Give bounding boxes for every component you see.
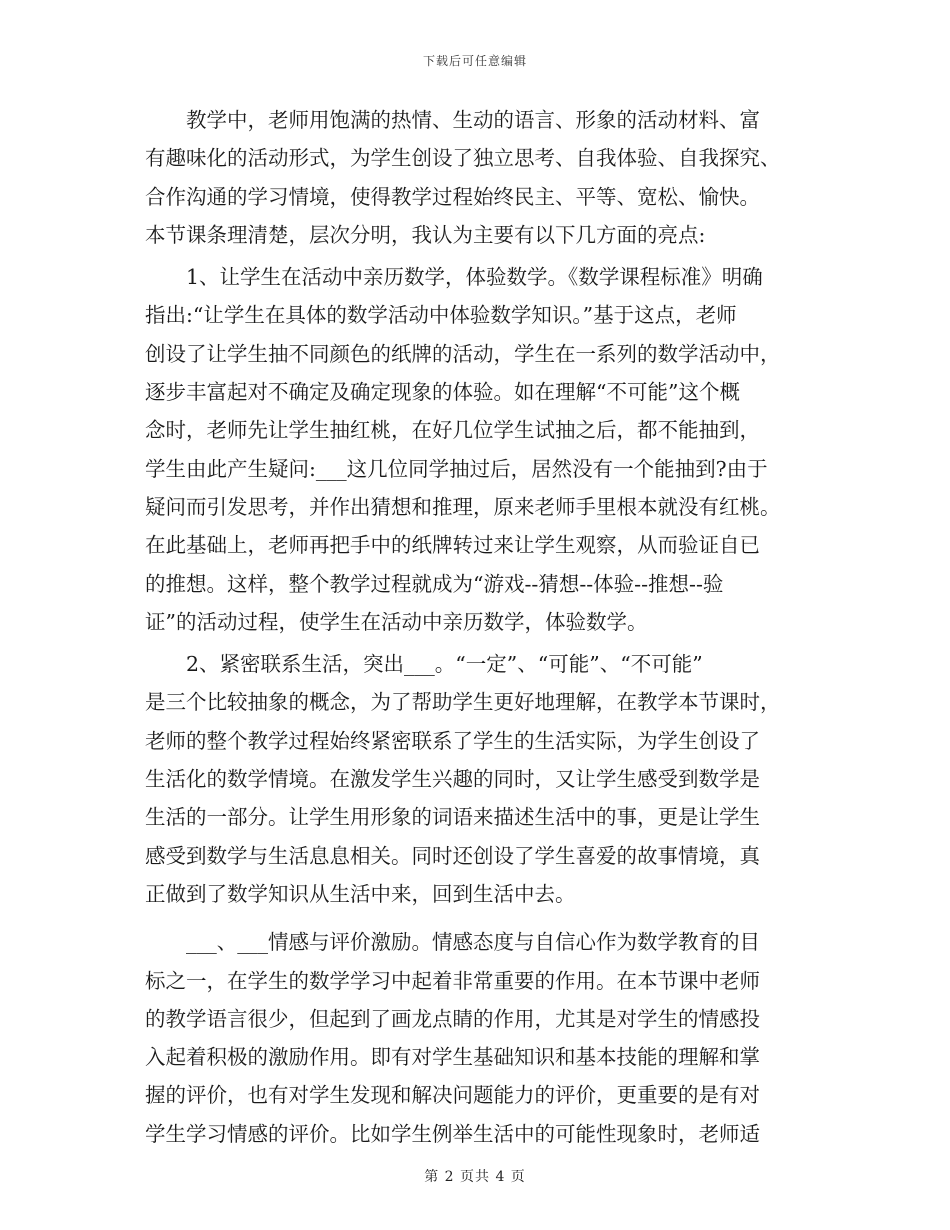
text-line: 1、让学生在活动中亲历数学，体验数学。《数学课程标准》明确: [145, 265, 763, 290]
text-line: 指出:“让学生在具体的数学活动中体验数学知识。”基于这点，老师: [145, 303, 737, 328]
text-line: 的教学语言很少，但起到了画龙点睛的作用，尤其是对学生的情感投: [145, 1006, 760, 1031]
text-line: 念时，老师先让学生抽红桃，在好几位学生试抽之后，都不能抽到，: [145, 418, 760, 443]
text-line: 有趣味化的活动形式，为学生创设了独立思考、自我体验、自我探究、: [145, 146, 781, 171]
text-line: 疑问而引发思考，并作出猜想和推理，原来老师手里根本就没有红桃。: [145, 494, 781, 519]
text-line: 生活化的数学情境。在激发学生兴趣的同时，又让学生感受到数学是: [145, 767, 760, 792]
text-line: 在此基础上，老师再把手中的纸牌转过来让学生观察，从而验证自已: [145, 533, 760, 558]
text-line: 的推想。这样，整个教学过程就成为“游戏--猜想--体验--推想--验: [145, 571, 724, 596]
text-line: 创设了让学生抽不同颜色的纸牌的活动，学生在一系列的数学活动中，: [145, 341, 781, 366]
page-number-footer: 第 2 页共 4 页: [424, 1169, 526, 1185]
paragraph-intro: [145, 101, 805, 254]
text-line: 握的评价，也有对学生发现和解决问题能力的评价，更重要的是有对: [145, 1083, 760, 1108]
text-line: 逐步丰富起对不确定及确定现象的体验。如在理解“不可能”这个概: [145, 380, 740, 405]
document-body: [145, 101, 805, 1153]
paragraph-point-1: [145, 258, 805, 641]
text-line: 本节课条理清楚，层次分明，我认为主要有以下几方面的亮点:: [145, 222, 706, 247]
text-line: 老师的整个教学过程始终紧密联系了学生的生活实际，为学生创设了: [145, 728, 760, 753]
text-line: 感受到数学与生活息息相关。同时还创设了学生喜爱的故事情境，真: [145, 843, 760, 868]
paragraph-point-2: [145, 645, 805, 913]
text-line: 是三个比较抽象的概念，为了帮助学生更好地理解，在教学本节课时，: [145, 690, 781, 715]
text-line: 正做到了数学知识从生活中来，回到生活中去。: [145, 881, 576, 906]
page-header: 下载后可任意编辑: [422, 54, 527, 68]
text-line: 学生由此产生疑问:___这几位同学抽过后，居然没有一个能抽到?由于: [145, 456, 768, 481]
text-line: 2、紧密联系生活，突出___。“一定”、“可能”、“不可能”: [145, 652, 703, 677]
text-line: 入起着积极的激励作用。即有对学生基础知识和基本技能的理解和掌: [145, 1045, 760, 1070]
text-line: 教学中，老师用饱满的热情、生动的语言、形象的活动材料、富: [145, 108, 760, 132]
text-line: 学生学习情感的评价。比如学生例举生活中的可能性现象时，老师适: [145, 1121, 760, 1146]
text-line: 生活的一部分。让学生用形象的词语来描述生活中的事，更是让学生: [145, 805, 760, 830]
text-line: 合作沟通的学习情境，使得教学过程始终民主、平等、宽松、愉快。: [145, 184, 760, 209]
text-line: 证”的活动过程，使学生在活动中亲历数学，体验数学。: [145, 609, 648, 634]
text-line: ___、___情感与评价激励。情感态度与自信心作为数学教育的目: [145, 930, 760, 955]
paragraph-point-3: [145, 923, 805, 1153]
text-line: 标之一，在学生的数学学习中起着非常重要的作用。在本节课中老师: [145, 968, 760, 993]
